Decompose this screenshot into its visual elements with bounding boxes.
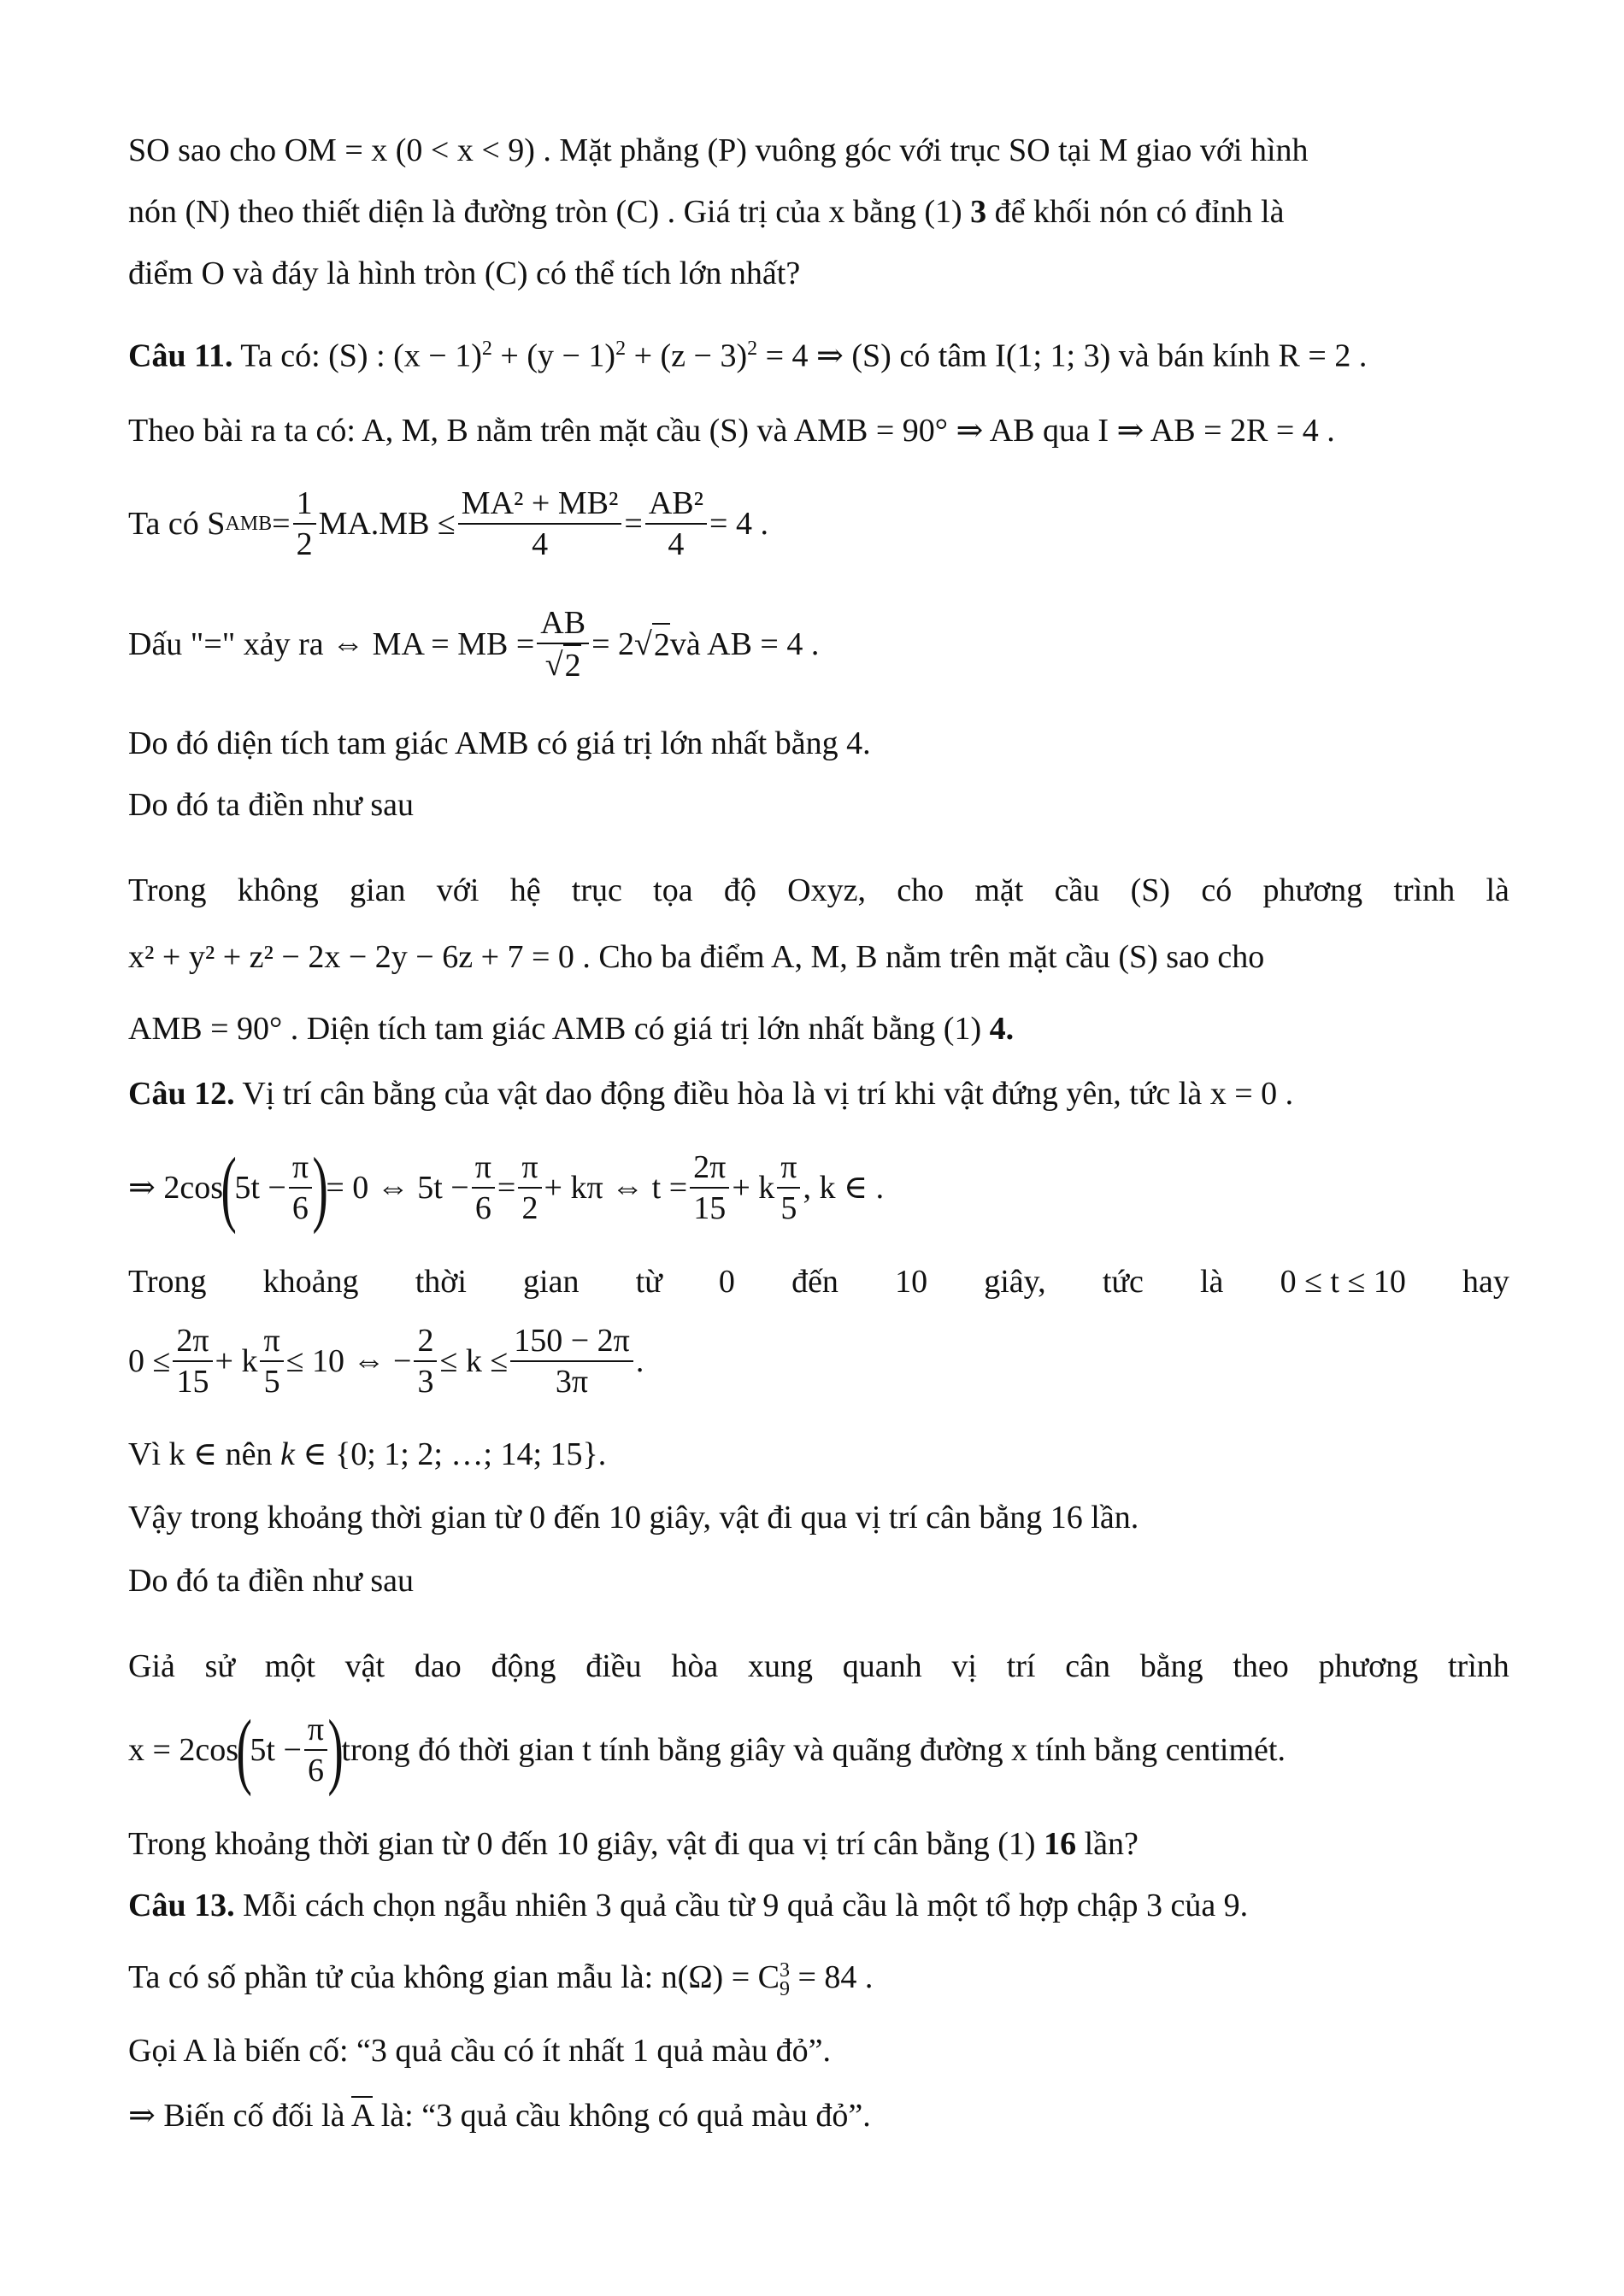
numerator: π	[304, 1710, 327, 1751]
text-line	[128, 1008, 1014, 1049]
denominator: 4	[668, 526, 685, 562]
word: 10	[895, 1264, 928, 1300]
complement-event: A	[350, 2098, 374, 2134]
line-text: Mỗi cách chọn ngẫu nhiên 3 quả cầu từ 9 quả cầu là một tổ hợp chập 3 của 9.	[234, 1888, 1249, 1923]
word: 0 ≤ t ≤ 10	[1280, 1264, 1406, 1300]
word: Oxyz,	[787, 872, 866, 908]
fraction	[458, 484, 622, 564]
denominator: 6	[308, 1753, 324, 1788]
text-line	[128, 723, 871, 764]
math-text: + k	[215, 1343, 258, 1379]
answer-bold: 16	[1044, 1826, 1077, 1862]
fraction	[173, 1321, 212, 1401]
fraction	[690, 1148, 729, 1228]
fraction	[414, 1321, 437, 1401]
formula-line	[128, 1140, 885, 1235]
word: gian	[350, 872, 406, 908]
line-text: Vậy trong khoảng thời gian từ 0 đến 10 giây, vật đi qua vị trí cân bằng 16 lần.	[128, 1500, 1139, 1536]
word: trình	[1447, 1648, 1509, 1684]
line-text: Do đó ta điền như sau	[128, 1563, 415, 1599]
math-text: = 2	[591, 626, 635, 662]
word: hòa	[671, 1648, 719, 1684]
word: cho	[897, 872, 944, 908]
formula	[128, 603, 819, 685]
word: vật	[344, 1648, 385, 1684]
numerator: 2π	[173, 1321, 212, 1362]
formula: Ta có S AMB = $\frac{1}{2}$ MA.MB ≤ $\frac{\text{MA² + MB²}}{4}$ = $\frac{\text{AB²}}{4}$ = 4 .	[128, 485, 768, 562]
math-text: Vì k ∈ nên	[128, 1436, 280, 1472]
word: mặt	[974, 872, 1024, 908]
line-text: nón (N) theo thiết diện là đường tròn (C) . Giá trị của x bằng (1)	[128, 194, 971, 230]
numerator: π	[260, 1321, 283, 1362]
math-text: .	[635, 1343, 644, 1379]
answer-bold: 3	[970, 194, 987, 230]
denominator: 4	[532, 526, 549, 562]
denominator: 15	[693, 1190, 727, 1226]
formula-line	[128, 1321, 644, 1401]
line-text: Do đó ta điền như sau	[128, 787, 415, 823]
word: gian	[523, 1264, 580, 1300]
word: Giả	[128, 1648, 175, 1684]
word: với	[436, 872, 480, 908]
word: Trong	[128, 1264, 207, 1300]
denominator: 15	[176, 1364, 209, 1400]
line-text: để khối nón có đỉnh là	[986, 194, 1285, 230]
line-text: lần?	[1076, 1826, 1139, 1862]
text-line	[128, 1823, 1139, 1864]
math-text: = 4 ⇒ (S) có tâm I(1; 1; 3) và bán kính R = 2 .	[757, 338, 1368, 374]
numerator: π	[518, 1148, 541, 1189]
sqrt-sign: √ 2	[634, 623, 670, 666]
word: cân	[1065, 1648, 1110, 1684]
math-text: ∈ {0; 1; 2; …; 14; 15}.	[294, 1436, 607, 1472]
word: thời	[415, 1264, 467, 1300]
numerator: 150 − 2π	[510, 1321, 633, 1362]
superscript: 2	[747, 338, 758, 360]
numerator: AB²	[645, 484, 707, 525]
word: trình	[1393, 872, 1456, 908]
superscript: 3	[780, 1959, 790, 1982]
word: khoảng	[262, 1264, 359, 1300]
text-line	[128, 410, 1335, 451]
text-line	[128, 784, 414, 825]
line-text: x² + y² + z² − 2x − 2y − 6z + 7 = 0 . Cho ba điểm A, M, B nằm trên mặt cầu (S) sao cho	[128, 939, 1265, 975]
fraction	[518, 1148, 541, 1228]
subscript: 9	[780, 1978, 790, 2001]
line-text: là: “3 quả cầu không có quả màu đỏ”.	[373, 2098, 871, 2134]
text-line	[128, 1434, 606, 1475]
math-text: Ta có S	[128, 506, 226, 542]
denominator: 2	[521, 1190, 538, 1226]
numerator: 1	[293, 484, 316, 525]
numerator: 2π	[690, 1148, 729, 1189]
line-text: điểm O và đáy là hình tròn (C) có thể tích lớn nhất?	[128, 255, 801, 291]
word: có	[1201, 872, 1233, 908]
numerator: MA² + MB²	[458, 484, 622, 525]
word: tức	[1102, 1264, 1144, 1300]
word: tọa	[653, 872, 693, 908]
question-13-line	[128, 1885, 1248, 1926]
numerator: π	[472, 1148, 495, 1189]
fraction	[304, 1710, 327, 1790]
word: trục	[571, 872, 622, 908]
math-text: 5t −	[250, 1732, 302, 1768]
question-11-heading: Câu 11.	[128, 338, 233, 374]
math-italic: k	[280, 1436, 295, 1472]
math-text: 0 ≤	[128, 1343, 171, 1379]
subscript: AMB	[225, 513, 273, 535]
math-text: ⇒ Biến cố đối là	[128, 2098, 351, 2134]
math-text: ≤ k ≤	[439, 1343, 509, 1379]
word: trí	[1006, 1648, 1036, 1684]
line-text: AMB = 90° . Diện tích tam giác AMB có giá trị lớn nhất bằng (1)	[128, 1011, 990, 1047]
math-text: + kπ ⇔ t =	[544, 1170, 688, 1206]
word: xung	[748, 1648, 814, 1684]
fraction	[510, 1321, 633, 1401]
word: sử	[204, 1648, 236, 1684]
text-line	[128, 1497, 1139, 1538]
math-text: Ta có: (S) : (x − 1)	[232, 338, 482, 374]
text-line	[128, 1560, 414, 1601]
fraction	[645, 484, 707, 564]
text-line	[128, 191, 1284, 232]
text-line	[128, 2095, 871, 2136]
question-13-heading: Câu 13.	[128, 1888, 235, 1923]
text-line	[128, 253, 800, 294]
line-text: Trong khoảng thời gian từ 0 đến 10 giây, vật đi qua vị trí cân bằng (1)	[128, 1826, 1044, 1862]
denominator: 5	[780, 1190, 797, 1226]
line-text: Gọi A là biến cố: “3 quả cầu có ít nhất 1 quả màu đỏ”.	[128, 2033, 832, 2069]
fraction	[472, 1148, 495, 1228]
word: phương	[1262, 872, 1363, 908]
line-text: trong đó thời gian t tính bằng giây và quãng đường x tính bằng centimét.	[341, 1732, 1286, 1768]
radicand: 2	[652, 623, 670, 666]
line-text: Vị trí cân bằng của vật dao động điều hòa là vị trí khi vật đứng yên, tức là x = 0 .	[234, 1076, 1294, 1112]
word: điều	[585, 1648, 642, 1684]
denominator: 5	[263, 1364, 280, 1400]
math-text: ≤ 10 ⇔ −	[285, 1343, 412, 1379]
formula-line	[128, 1702, 1286, 1797]
word: đến	[791, 1264, 838, 1300]
denominator: 6	[474, 1190, 491, 1226]
word: 0	[718, 1264, 735, 1300]
fraction	[777, 1148, 800, 1228]
question-12-heading: Câu 12.	[128, 1076, 235, 1112]
math-text: 5t −	[234, 1170, 286, 1206]
word: dao	[414, 1648, 462, 1684]
word: là	[1200, 1264, 1224, 1300]
denominator	[542, 644, 585, 685]
numerator: 2	[414, 1321, 437, 1362]
radicand: 2	[563, 644, 581, 685]
word: từ	[635, 1264, 662, 1300]
numerator: π	[289, 1148, 312, 1189]
math-text: + (z − 3)	[626, 338, 748, 374]
math-text: + k	[732, 1170, 775, 1206]
word: không	[237, 872, 319, 908]
text-line	[128, 937, 1264, 978]
word: động	[491, 1648, 556, 1684]
line-text: SO sao cho OM = x (0 < x < 9) . Mặt phẳng (P) vuông góc với trục SO tại M giao với hình	[128, 132, 1309, 168]
text-line	[128, 1957, 873, 1999]
word: phương	[1318, 1648, 1419, 1684]
math-text: + (y − 1)	[491, 338, 616, 374]
math-text: MA.MB ≤	[318, 506, 456, 542]
math-text: Dấu "=" xảy ra ⇔ MA = MB =	[128, 626, 535, 662]
formula-line	[128, 484, 768, 564]
denominator: 3	[417, 1364, 434, 1400]
line-text: Theo bài ra ta có: A, M, B nằm trên mặt cầu (S) và AMB = 90° ⇒ AB qua I ⇒ AB = 2R = 4 .	[128, 413, 1335, 449]
math-text: x = 2cos	[128, 1732, 239, 1768]
numerator: π	[777, 1148, 800, 1189]
fraction	[537, 603, 589, 685]
question-11-line	[128, 328, 1367, 377]
word: hay	[1462, 1264, 1509, 1300]
superscript: 2	[615, 338, 627, 360]
fraction	[260, 1321, 283, 1401]
word: theo	[1233, 1648, 1289, 1684]
word: giây,	[984, 1264, 1046, 1300]
question-12-line	[128, 1073, 1293, 1114]
word: vị	[951, 1648, 977, 1684]
justified-line	[128, 1261, 1509, 1302]
combination-indices	[780, 1961, 790, 1999]
line-text: Do đó diện tích tam giác AMB có giá trị lớn nhất bằng 4.	[128, 725, 871, 761]
word: độ	[723, 872, 756, 908]
word: Trong	[128, 872, 207, 908]
formula: ⇒ 2cos ( 5t − $\frac{\pi}{6}$ ) = 0 ⇔ 5t − $\frac{\pi}{6}$ = $\frac{\pi}{2}$ + kπ ⇔ t = $\frac{2\pi}{15}$ + k $\frac{\pi}{5}$ , k ∈ .	[128, 1140, 885, 1235]
math-text: , k ∈ .	[803, 1170, 885, 1206]
math-text: ⇒ 2cos	[128, 1170, 223, 1206]
answer-bold: 4.	[989, 1011, 1015, 1047]
formula-line	[128, 603, 819, 685]
formula	[128, 1321, 644, 1401]
denominator: 3π	[555, 1364, 589, 1400]
word: là	[1486, 872, 1509, 908]
math-text: Ta có số phần tử của không gian mẫu là: n(Ω) = C	[128, 1959, 780, 1995]
math-text: = 4 .	[709, 506, 768, 542]
math-text: và AB = 4 .	[669, 626, 820, 662]
justified-line	[128, 870, 1509, 911]
math-text: =	[497, 1170, 516, 1206]
denominator: 6	[291, 1190, 309, 1226]
word: hệ	[509, 872, 541, 908]
formula: x = 2cos ( 5t − $\frac{\pi}{6}$ ) trong đó thời gian t tính bằng giây và quãng đường x tính bằng centimét.	[128, 1702, 1286, 1797]
math-text: = 84 .	[790, 1959, 874, 1995]
sqrt-sign: √ 2	[545, 644, 581, 685]
numerator: AB	[537, 603, 589, 644]
text-line	[128, 130, 1309, 171]
word: bằng	[1139, 1648, 1203, 1684]
fraction	[293, 484, 316, 564]
word: cầu	[1054, 872, 1100, 908]
math-text: = 0 ⇔ 5t −	[326, 1170, 469, 1206]
math-text: =	[272, 506, 291, 542]
word: một	[264, 1648, 315, 1684]
justified-line	[128, 1646, 1509, 1687]
text-line	[128, 2030, 831, 2071]
fraction	[289, 1148, 312, 1228]
word: quanh	[842, 1648, 922, 1684]
superscript: 2	[481, 338, 492, 360]
denominator: 2	[296, 526, 313, 562]
word: (S)	[1130, 872, 1171, 908]
